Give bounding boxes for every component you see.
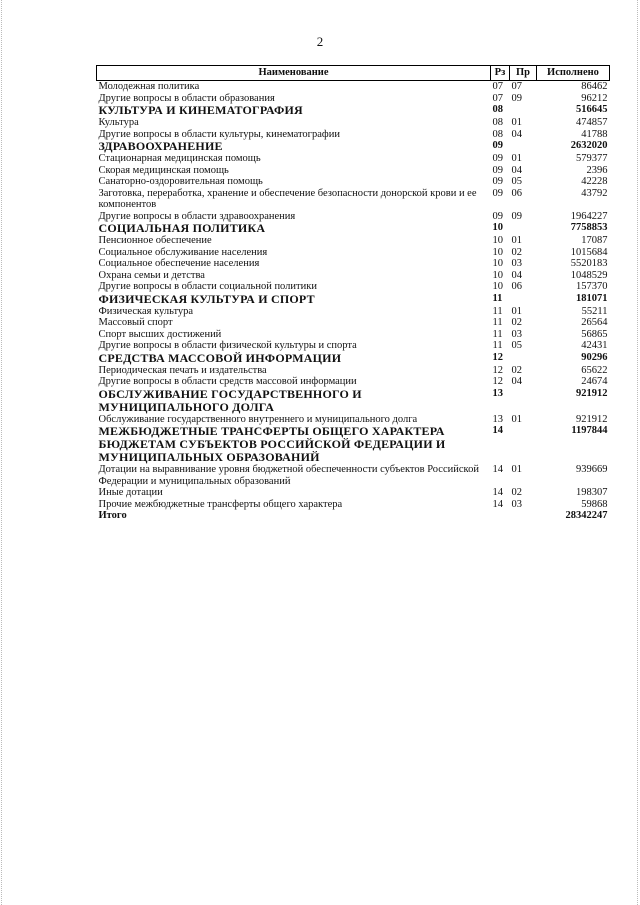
- cell-pr: 03: [511, 258, 522, 269]
- total-row: [97, 510, 610, 522]
- table-row: [97, 81, 610, 93]
- cell-rz: 08: [492, 117, 503, 128]
- cell-pr: [510, 293, 537, 306]
- column-header-rz: Рз: [491, 66, 510, 81]
- cell-rz: 08: [492, 104, 503, 115]
- scan-edge-left: [1, 0, 3, 905]
- cell-rz: 14: [492, 464, 503, 475]
- cell-pr: 03: [511, 328, 522, 340]
- cell-name: ФИЗИЧЕСКАЯ КУЛЬТУРА И СПОРТ: [98, 291, 315, 306]
- cell-rz: 13: [492, 387, 503, 399]
- table-row: [97, 340, 610, 352]
- cell-rz: 09: [492, 210, 503, 222]
- table-row: [97, 464, 610, 487]
- cell-name: Заготовка, переработка, хранение и обеспечение безопасности донорской крови и ее компонентов: [98, 187, 477, 210]
- cell-pr: 04: [511, 376, 522, 387]
- cell-sum: 86462: [581, 81, 608, 92]
- cell-name: Другие вопросы в области средств массовой информации: [98, 376, 357, 387]
- budget-table: [96, 65, 610, 522]
- cell-name: ОБСЛУЖИВАНИЕ ГОСУДАРСТВЕННОГО И МУНИЦИПАЛЬНОГО ДОЛГА: [98, 386, 362, 414]
- cell-rz: 12: [492, 351, 503, 363]
- cell-name: Социальное обслуживание населения: [98, 246, 268, 258]
- cell-name: Иные дотации: [98, 487, 163, 498]
- cell-name: СОЦИАЛЬНАЯ ПОЛИТИКА: [98, 221, 266, 235]
- table-row: [97, 281, 610, 293]
- cell-rz: 11: [492, 340, 503, 351]
- cell-name: Обслуживание государственного внутреннего и муниципального долга: [98, 413, 418, 425]
- cell-rz: 08: [492, 128, 503, 140]
- cell-pr: 01: [511, 117, 522, 128]
- cell-rz: 10: [492, 246, 503, 258]
- cell-rz: 10: [492, 222, 503, 233]
- table-row: [97, 317, 610, 329]
- cell-sum: 24674: [581, 376, 608, 387]
- cell-rz: 10: [492, 235, 503, 246]
- cell-name: Прочие межбюджетные трансферты общего характера: [98, 498, 343, 510]
- cell-sum: 2396: [586, 164, 608, 176]
- section-row: [97, 388, 610, 414]
- cell-name: Социальное обеспечение населения: [98, 258, 260, 269]
- cell-pr: [510, 222, 537, 235]
- cell-name: Другие вопросы в области культуры, кинематографии: [98, 128, 340, 140]
- table-row: [97, 117, 610, 129]
- section-row: [97, 104, 610, 117]
- cell-sum: 41788: [581, 128, 608, 140]
- table-row: [97, 165, 610, 177]
- cell-pr: 01: [511, 413, 522, 425]
- cell-pr: [510, 510, 537, 522]
- cell-sum: 7758853: [570, 222, 608, 233]
- cell-sum: 181071: [576, 292, 608, 304]
- cell-rz: 09: [492, 153, 503, 164]
- cell-rz: 13: [492, 413, 503, 425]
- cell-rz: 07: [492, 92, 503, 104]
- cell-sum: 516645: [576, 104, 608, 115]
- cell-pr: 02: [511, 364, 522, 376]
- cell-pr: 02: [511, 487, 522, 498]
- cell-sum: 1048529: [570, 269, 608, 281]
- cell-name: Молодежная политика: [98, 81, 200, 92]
- cell-rz: 09: [492, 176, 503, 187]
- cell-name: Скорая медицинская помощь: [98, 164, 229, 176]
- table-row: [97, 499, 610, 511]
- cell-pr: 01: [511, 464, 522, 475]
- cell-name: Санаторно-оздоровительная помощь: [98, 176, 263, 187]
- cell-name: Охрана семьи и детства: [98, 269, 205, 281]
- cell-sum: 1964227: [570, 210, 608, 222]
- scan-edge-right: [637, 0, 639, 905]
- cell-rz: 12: [492, 364, 503, 376]
- cell-pr: 04: [511, 164, 522, 176]
- cell-sum: 26564: [581, 317, 608, 328]
- table-row: [97, 235, 610, 247]
- cell-rz: 11: [492, 292, 503, 304]
- cell-name: ЗДРАВООХРАНЕНИЕ: [98, 139, 223, 153]
- cell-pr: [510, 352, 537, 365]
- cell-rz: 11: [492, 328, 503, 340]
- cell-pr: 09: [511, 210, 522, 222]
- cell-name: СРЕДСТВА МАССОВОЙ ИНФОРМАЦИИ: [98, 350, 342, 365]
- cell-name: Другие вопросы в области здравоохранения: [98, 210, 296, 222]
- cell-pr: [510, 104, 537, 117]
- cell-rz: 09: [492, 164, 503, 176]
- table-row: [97, 376, 610, 388]
- cell-rz: 14: [492, 487, 503, 498]
- cell-rz: 07: [492, 81, 503, 92]
- cell-rz: 09: [492, 187, 503, 199]
- table-row: [97, 188, 610, 211]
- cell-pr: 02: [511, 246, 522, 258]
- cell-pr: 09: [511, 92, 522, 104]
- cell-name: Пенсионное обеспечение: [98, 235, 212, 246]
- cell-sum: 921912: [576, 413, 608, 425]
- section-row: [97, 140, 610, 153]
- cell-sum: 157370: [576, 281, 608, 292]
- section-row: [97, 293, 610, 306]
- cell-sum: 198307: [576, 487, 608, 498]
- cell-sum: 56865: [581, 328, 608, 340]
- cell-sum: 42431: [581, 340, 608, 351]
- cell-sum: 96212: [581, 92, 608, 104]
- cell-sum: 2632020: [570, 140, 608, 151]
- cell-rz: 11: [492, 305, 503, 317]
- page-number: 2: [316, 34, 324, 49]
- cell-rz: 10: [492, 258, 503, 269]
- table-row: [97, 247, 610, 259]
- cell-name: Итого: [98, 510, 127, 521]
- cell-pr: 05: [511, 176, 522, 187]
- section-row: [97, 352, 610, 365]
- cell-sum: 28342247: [565, 510, 608, 521]
- cell-pr: [510, 388, 537, 414]
- cell-name: Культура: [98, 117, 139, 128]
- cell-pr: [510, 140, 537, 153]
- cell-sum: 1015684: [570, 246, 608, 258]
- cell-pr: 04: [511, 128, 522, 140]
- cell-name: Физическая культура: [98, 305, 194, 317]
- cell-name: Другие вопросы в области физической культуры и спорта: [98, 340, 357, 351]
- cell-name: Дотации на выравнивание уровня бюджетной обеспеченности субъектов Российской Федерации и муниципальных образований: [98, 464, 479, 487]
- cell-pr: 01: [511, 235, 522, 246]
- cell-rz: 12: [492, 376, 503, 387]
- table-header-row: [97, 66, 610, 81]
- cell-name: Спорт высших достижений: [98, 328, 222, 340]
- cell-pr: 02: [511, 317, 522, 328]
- cell-rz: 09: [492, 140, 503, 151]
- cell-sum: 65622: [581, 364, 608, 376]
- cell-pr: 05: [511, 340, 522, 351]
- cell-rz: [491, 510, 510, 522]
- column-header-sum: Исполнено: [537, 66, 610, 81]
- cell-sum: 579377: [576, 153, 608, 164]
- cell-pr: 06: [511, 281, 522, 292]
- cell-pr: 07: [511, 81, 522, 92]
- table-row: [97, 487, 610, 499]
- cell-pr: 03: [511, 498, 522, 510]
- cell-pr: 04: [511, 269, 522, 281]
- cell-name: Периодическая печать и издательства: [98, 364, 267, 376]
- cell-sum: 42228: [581, 176, 608, 187]
- table-row: [97, 153, 610, 165]
- table-row: [97, 258, 610, 270]
- cell-name: Другие вопросы в области социальной политики: [98, 281, 317, 292]
- cell-sum: 939669: [576, 464, 608, 475]
- cell-pr: [510, 425, 537, 464]
- cell-sum: 5520183: [570, 258, 608, 269]
- cell-name: Другие вопросы в области образования: [98, 92, 275, 104]
- cell-sum: 59868: [581, 498, 608, 510]
- table-row: [97, 329, 610, 341]
- table-body: [97, 81, 610, 522]
- cell-sum: 43792: [581, 187, 608, 199]
- cell-sum: 55211: [581, 305, 608, 317]
- table-row: [97, 365, 610, 377]
- cell-rz: 10: [492, 281, 503, 292]
- cell-name: МЕЖБЮДЖЕТНЫЕ ТРАНСФЕРТЫ ОБЩЕГО ХАРАКТЕРА БЮДЖЕТАМ СУБЪЕКТОВ РОССИЙСКОЙ ФЕДЕРАЦИИ И МУНИЦИПАЛЬНЫХ ОБРАЗОВАНИЙ: [98, 424, 446, 464]
- cell-rz: 14: [492, 425, 503, 436]
- cell-sum: 90296: [581, 351, 608, 363]
- cell-rz: 11: [492, 317, 503, 328]
- column-header-pr: Пр: [510, 66, 537, 81]
- section-row: [97, 222, 610, 235]
- table-row: [97, 176, 610, 188]
- cell-rz: 10: [492, 269, 503, 281]
- cell-pr: 06: [511, 187, 522, 199]
- cell-sum: 17087: [581, 235, 608, 246]
- cell-sum: 1197844: [571, 425, 608, 436]
- column-header-name: Наименование: [97, 66, 491, 81]
- section-row: [97, 425, 610, 464]
- table-row: [97, 306, 610, 318]
- cell-sum: 474857: [576, 117, 608, 128]
- cell-sum: 921912: [576, 387, 608, 399]
- cell-name: Стационарная медицинская помощь: [98, 153, 261, 164]
- table-row: [97, 270, 610, 282]
- cell-pr: 01: [511, 305, 522, 317]
- cell-pr: 01: [511, 153, 522, 164]
- cell-rz: 14: [492, 498, 503, 510]
- cell-name: Массовый спорт: [98, 317, 173, 328]
- cell-name: КУЛЬТУРА И КИНЕМАТОГРАФИЯ: [98, 103, 303, 117]
